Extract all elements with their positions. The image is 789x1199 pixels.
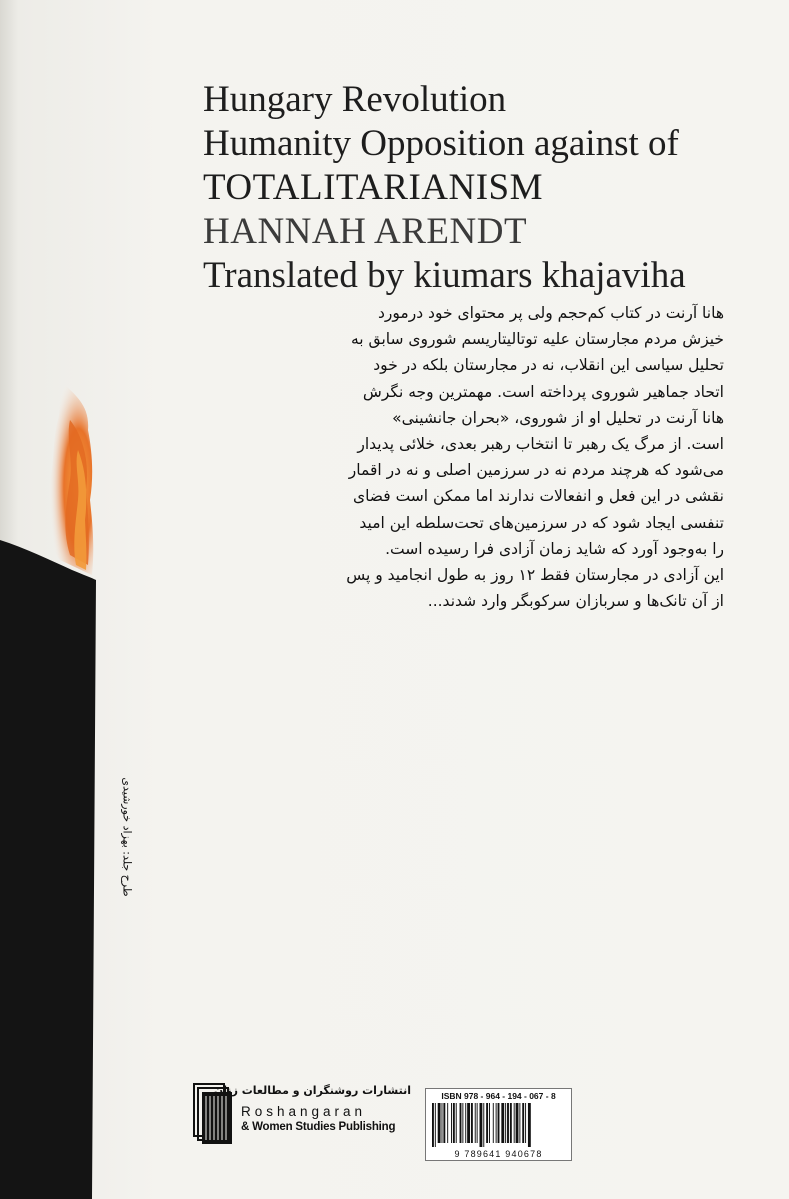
barcode-bar xyxy=(510,1103,512,1143)
blurb-line: هانا آرنت در تحلیل او از شوروی، «بحران جانشینی» xyxy=(392,408,724,427)
barcode-bar xyxy=(477,1103,478,1143)
translator-credit: Translated by kiumars khajaviha xyxy=(203,255,686,296)
blurb-line: را به‌وجود آورد که شاید زمان آزادی فرا رسیده است. xyxy=(385,539,724,558)
barcode-bar xyxy=(465,1103,466,1143)
barcode-bar xyxy=(443,1103,445,1143)
barcode-bar xyxy=(528,1103,531,1147)
barcode-bar xyxy=(471,1103,473,1143)
publisher-block xyxy=(193,1083,413,1163)
author-name: HANNAH ARENDT xyxy=(203,211,528,252)
blurb-text xyxy=(204,300,724,614)
barcode-bar xyxy=(467,1103,470,1143)
barcode-bar xyxy=(453,1103,455,1143)
barcode-digits: 9 789641 940678 xyxy=(454,1149,543,1159)
barcode-bar xyxy=(514,1103,515,1143)
barcode-bar xyxy=(519,1103,520,1143)
blurb-line: نقشی در این فعل و انفعالات ندارند اما ممکن است فضای xyxy=(352,487,724,506)
barcode-bar xyxy=(460,1103,462,1143)
barcode-bar xyxy=(486,1103,488,1143)
barcode-bar xyxy=(475,1103,476,1143)
blurb-line: خیزش مردم مجارستان علیه توتالیتاریسم شوروی سابق به xyxy=(351,330,724,349)
barcode-bars xyxy=(430,1103,569,1147)
black-spine-band xyxy=(0,0,100,1199)
barcode-bar xyxy=(525,1103,526,1143)
barcode-bar xyxy=(451,1103,452,1143)
publisher-name-en-sub: & Women Studies Publishing xyxy=(241,1121,396,1133)
blurb-line: از آن تانک‌ها و سربازان سرکوبگر وارد شدند... xyxy=(427,592,724,611)
barcode-bar xyxy=(435,1103,436,1147)
publisher-name-en: Roshangaran xyxy=(241,1104,367,1119)
barcode-bar xyxy=(442,1103,443,1143)
barcode-bar xyxy=(501,1103,504,1143)
barcode-bar xyxy=(493,1103,494,1143)
blurb-line: تنفسی ایجاد شود که در سرزمین‌های تحت‌سلطه این امید xyxy=(359,513,724,532)
barcode-bar xyxy=(498,1103,500,1143)
isbn-barcode xyxy=(425,1088,572,1161)
barcode-bar xyxy=(505,1103,506,1143)
barcode-bar xyxy=(456,1103,457,1143)
barcode-bar xyxy=(496,1103,497,1143)
blurb-line: است. از مرگ یک رهبر تا انتخاب رهبر بعدی، خلائی پدیدار xyxy=(357,435,724,454)
cover-designer-credit xyxy=(115,757,139,917)
barcode-bar xyxy=(522,1103,524,1143)
barcode-bar xyxy=(447,1103,448,1143)
publisher-name-fa: انتشارات روشنگران و مطالعات زنان xyxy=(213,1084,411,1097)
barcode-bar xyxy=(438,1103,441,1143)
designer-credit-text: طرح جلد: بهزاد خورشیدی xyxy=(120,777,134,897)
title-block xyxy=(203,78,763,298)
barcode-bar xyxy=(489,1103,490,1143)
blurb-line: اتحاد جماهیر شوروی پرداخته است. مهمترین وجه نگرش xyxy=(362,382,724,401)
barcode-bar xyxy=(516,1103,519,1143)
blurb-line: تحلیل سیاسی این انقلاب، نه در مجارستان بلکه در خود xyxy=(373,356,724,375)
isbn-label: ISBN 978 - 964 - 194 - 067 - 8 xyxy=(441,1091,556,1101)
blurb-line: می‌شود که هرچند مردم نه در سرزمین اصلی و نه در اقمار xyxy=(348,461,724,480)
barcode-bar xyxy=(432,1103,434,1147)
blurb-line: این آزادی در مجارستان فقط ۱۲ روز به طول انجامید و پس xyxy=(346,566,724,585)
barcode-bar xyxy=(480,1103,483,1147)
title-line-2: Humanity Opposition against of xyxy=(203,123,679,164)
barcode-bar xyxy=(483,1103,484,1147)
blurb-line: هانا آرنت در کتاب کم‌حجم ولی پر محتوای خود درمورد xyxy=(378,304,724,322)
title-line-1: Hungary Revolution xyxy=(203,79,507,120)
barcode-bar xyxy=(462,1103,463,1143)
barcode-bar xyxy=(507,1103,509,1143)
title-line-3: TOTALITARIANISM xyxy=(203,167,544,208)
